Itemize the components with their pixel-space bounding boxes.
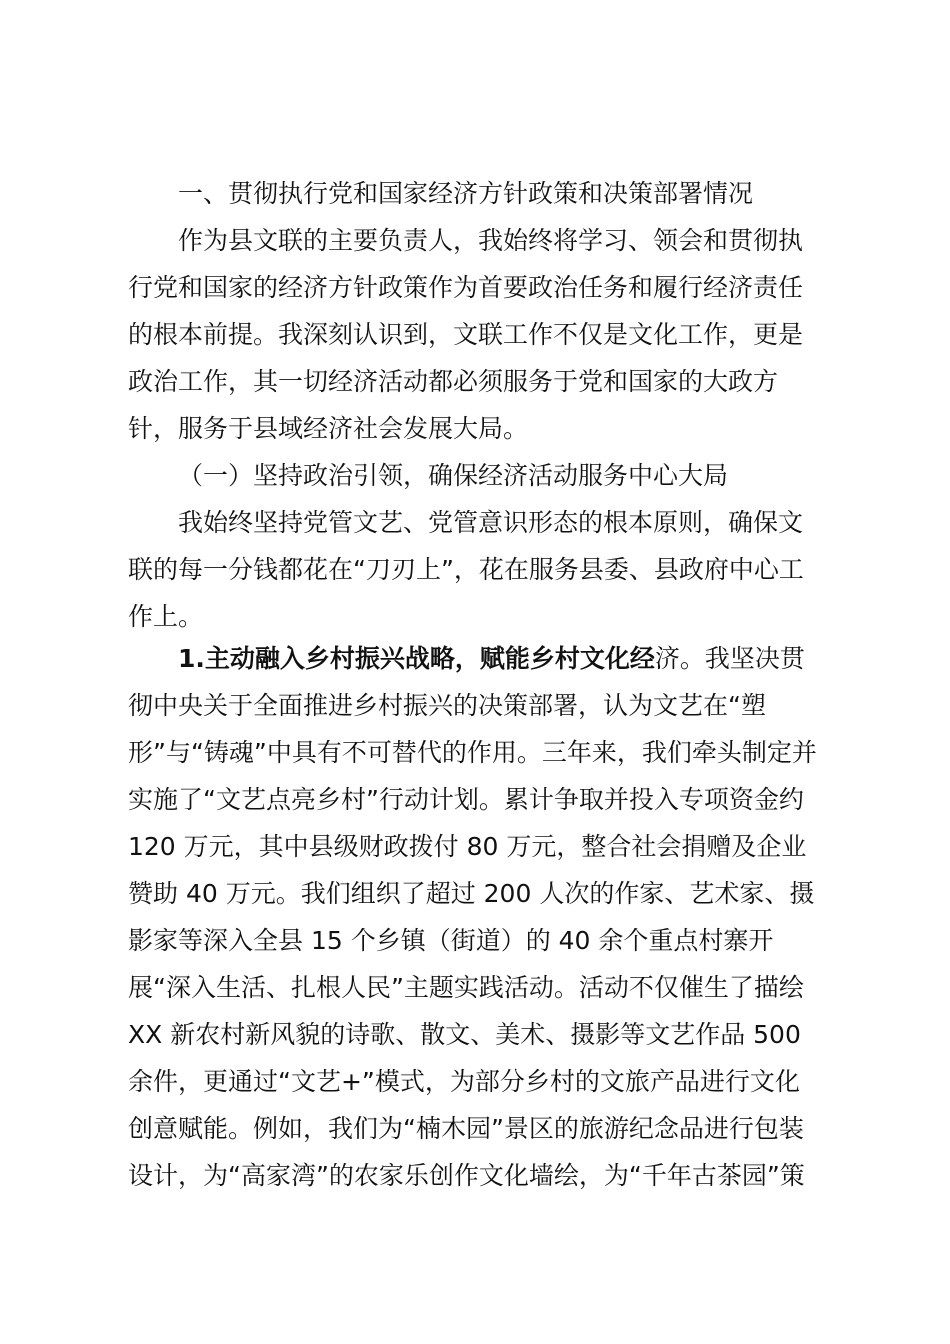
paragraph-line: 展“深入生活、扎根人民”主题实践活动。活动不仅催生了描绘: [128, 973, 804, 1002]
paragraph-line: 赞助 40 万元。我们组织了超过 200 人次的作家、艺术家、摄: [128, 879, 815, 908]
paragraph-line: 余件，更通过“文艺+”模式，为部分乡村的文旅产品进行文化: [128, 1067, 800, 1096]
paragraph-line: 我始终坚持党管文艺、党管意识形态的根本原则，确保文: [178, 508, 804, 537]
paragraph-line: 设计，为“高家湾”的农家乐创作文化墙绘，为“千年古茶园”策: [128, 1161, 805, 1190]
subsection-heading: （一）坚持政治引领，确保经济活动服务中心大局: [178, 461, 729, 490]
paragraph-line: 的根本前提。我深刻认识到，文联工作不仅是文化工作，更是: [128, 320, 804, 349]
paragraph-line: 形”与“铸魂”中具有不可替代的作用。三年来，我们牵头制定并: [128, 738, 817, 767]
paragraph-line: XX 新农村新风貌的诗歌、散文、美术、摄影等文艺作品 500: [128, 1020, 801, 1049]
paragraph-line: 作上。: [128, 602, 204, 631]
paragraph-line: 实施了“文艺点亮乡村”行动计划。累计争取并投入专项资金约: [128, 785, 804, 814]
paragraph-line: 作为县文联的主要负责人，我始终将学习、领会和贯彻执: [178, 226, 804, 255]
paragraph-line: 政治工作，其一切经济活动都必须服务于党和国家的大政方: [128, 367, 779, 396]
paragraph-text: 济。我坚决贯: [654, 644, 805, 673]
paragraph-line: 120 万元，其中县级财政拨付 80 万元，整合社会捐赠及企业: [128, 832, 807, 861]
paragraph-line: 联的每一分钱都花在“刀刃上”，花在服务县委、县政府中心工: [128, 555, 804, 584]
paragraph-line: 彻中央关于全面推进乡村振兴的决策部署，认为文艺在“塑: [128, 691, 766, 720]
paragraph-line: 影家等深入全县 15 个乡镇（街道）的 40 余个重点村寨开: [128, 926, 774, 955]
bold-subheading: 1.主动融入乡村振兴战略，赋能乡村文化经: [178, 644, 655, 673]
paragraph-line: 针，服务于县域经济社会发展大局。: [128, 414, 529, 443]
paragraph-line-with-bold-lead: [178, 637, 805, 681]
paragraph-line: 行党和国家的经济方针政策作为首要政治任务和履行经济责任: [128, 273, 804, 302]
section-heading: 一、贯彻执行党和国家经济方针政策和决策部署情况: [178, 179, 754, 208]
paragraph-line: 创意赋能。例如，我们为“楠木园”景区的旅游纪念品进行包装: [128, 1114, 804, 1143]
